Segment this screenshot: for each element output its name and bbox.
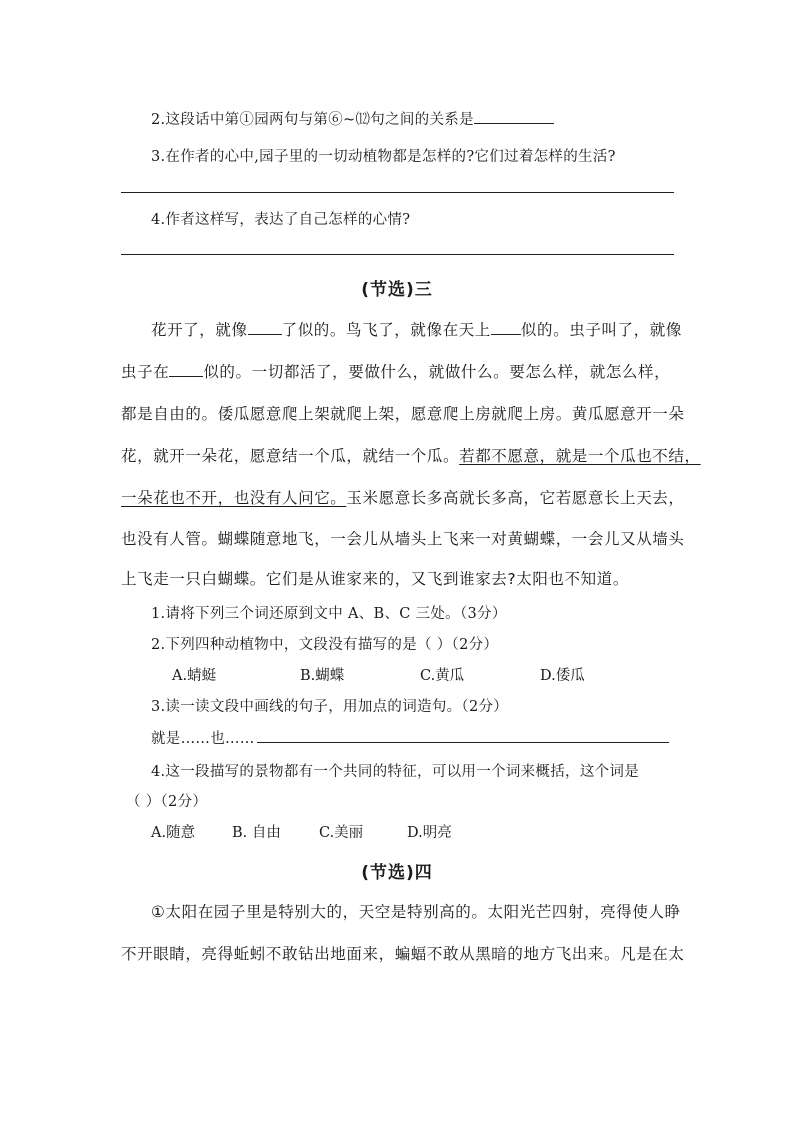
blank-c[interactable] (169, 362, 203, 377)
passage-line (121, 360, 670, 382)
question-2-relationship (151, 108, 554, 129)
passage-text: 似的。一切都活了，要做什么，就做什么。要怎么样，就怎么样， (203, 363, 671, 381)
sentence-answer-line[interactable] (257, 728, 669, 743)
passage-line (121, 486, 685, 508)
option-c[interactable]: C.黄瓜 (420, 668, 465, 684)
answer-blank[interactable] (474, 109, 554, 124)
option-b[interactable]: B.蝴蝶 (300, 668, 345, 684)
blank-a[interactable] (248, 320, 282, 335)
prompt-text: 就是……也…… (151, 731, 255, 747)
option-c[interactable]: C.美丽 (319, 825, 364, 841)
question-2-not-described: 2.下列四种动植物中，文段没有描写的是（ ）（2分） (151, 637, 499, 653)
passage-line (151, 318, 682, 340)
section-three-heading: (节选)三 (361, 280, 433, 300)
section-four-heading: (节选)四 (361, 863, 433, 883)
question-4-common-feature: 4.这一段描写的景物都有一个共同的特征，可以用一个词来概括，这个词是 (151, 764, 640, 780)
question-1-restore-words: 1.请将下列三个词还原到文中 A、B、C 三处。（3分） (151, 606, 507, 622)
underlined-sentence: 若都不愿意，就是一个瓜也不结， (459, 447, 701, 465)
passage-line: 上飞走一只白蝴蝶。它们是从谁家来的，又飞到谁家去?太阳也不知道。 (121, 570, 629, 588)
option-a[interactable]: A.随意 (151, 825, 196, 841)
passage-line: 都是自由的。倭瓜愿意爬上架就爬上架，愿意爬上房就爬上房。黄瓜愿意开一朵 (121, 405, 685, 423)
option-a[interactable]: A.蜻蜓 (172, 668, 217, 684)
passage-line: ①太阳在园子里是特别大的，天空是特别高的。太阳光芒四射，亮得使人睁 (151, 903, 681, 921)
question-3-feelings: 3.在作者的心中,园子里的一切动植物都是怎样的?它们过着怎样的生活? (151, 149, 616, 165)
underlined-sentence: 一朵花也不开，也没有人问它。 (121, 489, 347, 507)
passage-line (121, 444, 701, 466)
question-4-answer-bracket[interactable]: （ ）（2分） (126, 794, 208, 810)
option-b[interactable]: B. 自由 (232, 825, 281, 841)
passage-text: 花开了，就像 (151, 321, 248, 339)
passage-line: 也没有人管。蝴蝶随意地飞，一会儿从墙头上飞来一对黄蝴蝶，一会儿又从墙头 (121, 530, 685, 548)
blank-b[interactable] (491, 320, 521, 335)
passage-text: 虫子在 (121, 363, 170, 381)
question-4-mood: 4.作者这样写，表达了自己怎样的心情? (151, 212, 411, 228)
option-d[interactable]: D.明亮 (407, 825, 452, 841)
question-text: 2.这段话中第①园两句与第⑥~⑿句之间的关系是 (151, 112, 474, 128)
passage-line: 不开眼睛，亮得蚯蚓不敢钻出地面来，蝙蝠不敢从黑暗的地方飞出来。凡是在太 (121, 945, 685, 963)
passage-text: 花，就开一朵花，愿意结一个瓜，就结一个瓜。 (121, 447, 460, 465)
question-3-make-sentence: 3.读一读文段中画线的句子，用加点的词造句。（2分） (151, 699, 509, 715)
sentence-prompt (151, 727, 669, 748)
answer-line[interactable] (121, 192, 674, 193)
passage-text: 了似的。鸟飞了，就像在天上 (281, 321, 491, 339)
passage-text: 似的。虫子叫了，就像 (520, 321, 682, 339)
passage-text: 玉米愿意长多高就长多高，它若愿意长上天去， (346, 489, 685, 507)
option-d[interactable]: D.倭瓜 (540, 668, 585, 684)
answer-line[interactable] (121, 254, 674, 255)
